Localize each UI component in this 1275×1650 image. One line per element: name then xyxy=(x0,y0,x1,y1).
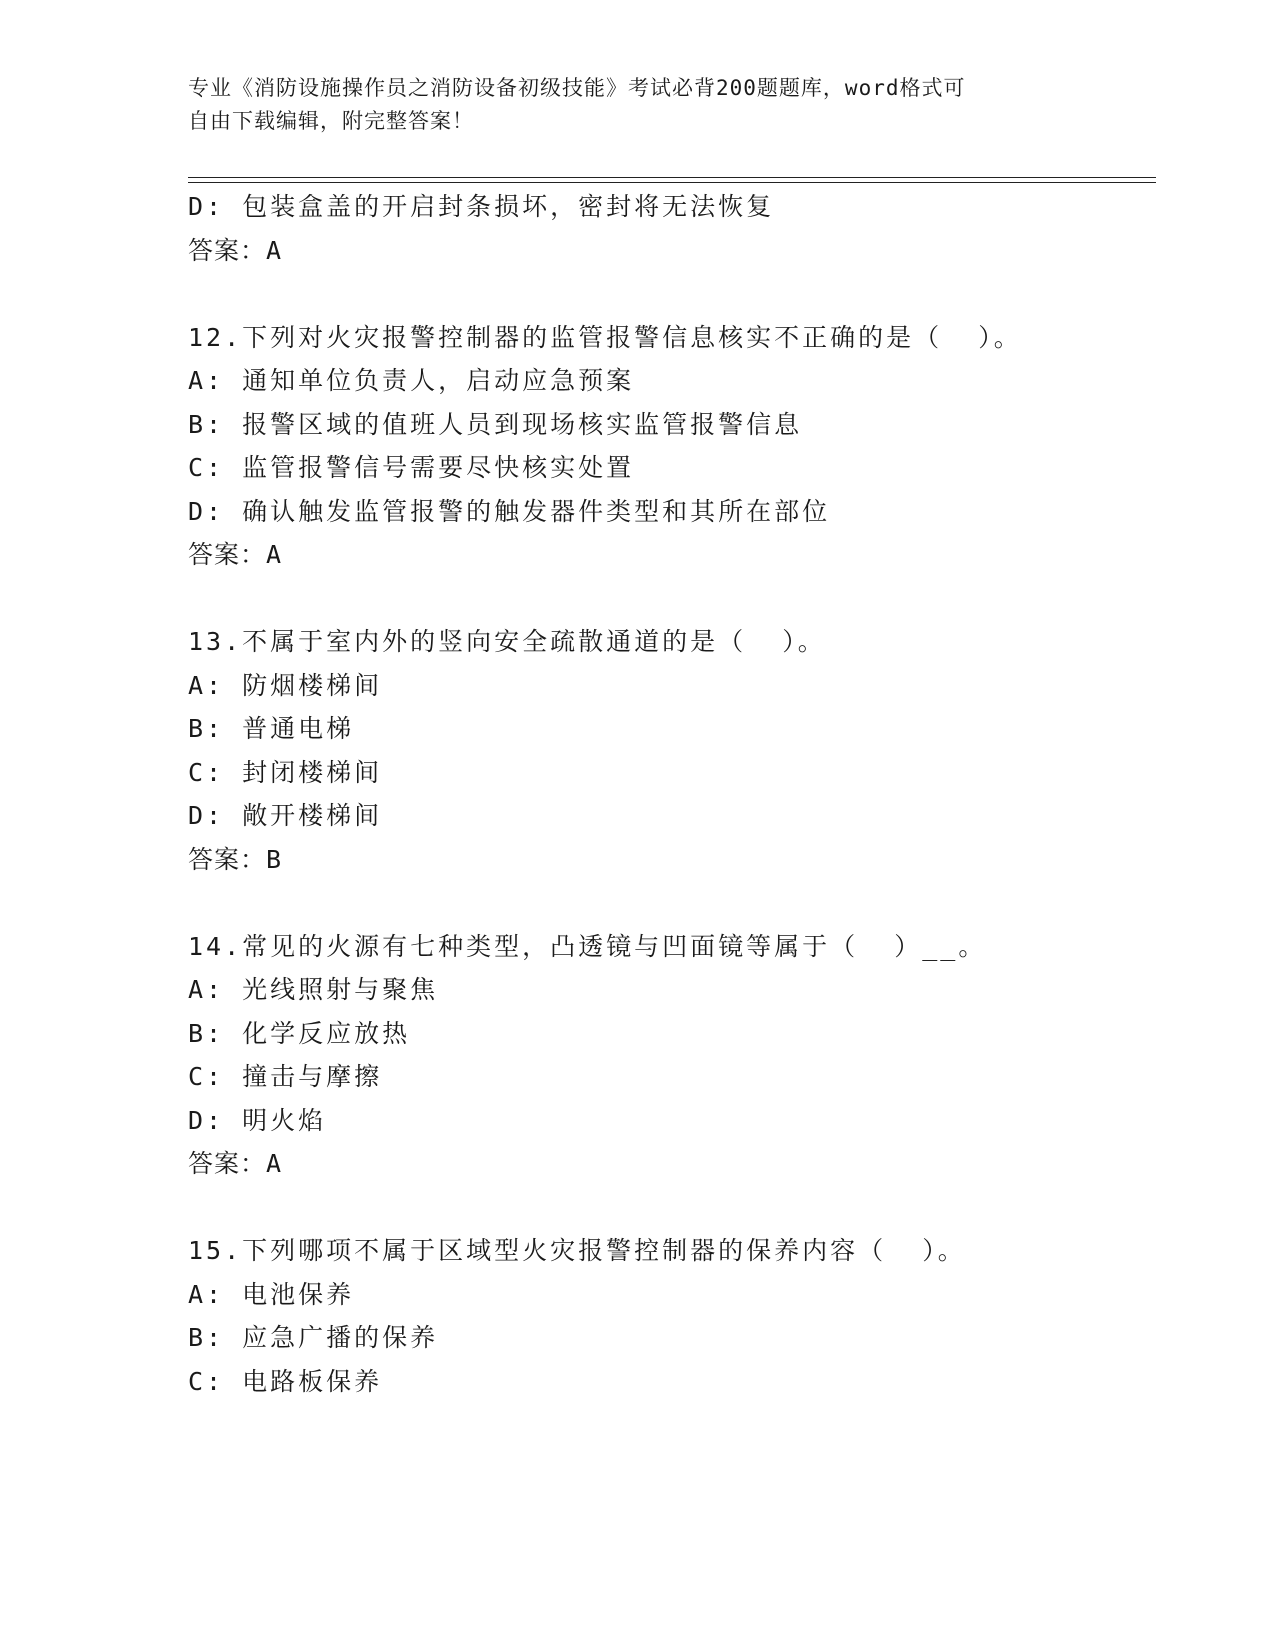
q14-option-a: A: 光线照射与聚焦 xyxy=(188,975,439,1004)
header-title-line-2: 自由下载编辑，附完整答案！ xyxy=(188,109,474,133)
q13-option-d: D: 敞开楼梯间 xyxy=(188,801,383,830)
prev-option-d: D: 包装盒盖的开启封条损坏，密封将无法恢复 xyxy=(188,192,775,221)
prev-answer: 答案：A xyxy=(188,236,283,265)
q12-option-d: D: 确认触发监管报警的触发器件类型和其所在部位 xyxy=(188,497,831,526)
q15-option-b: B: 应急广播的保养 xyxy=(188,1323,439,1352)
q14-option-b: B: 化学反应放热 xyxy=(188,1019,411,1048)
q12-option-b: B: 报警区域的值班人员到现场核实监管报警信息 xyxy=(188,410,803,439)
q15-option-c: C: 电路板保养 xyxy=(188,1367,383,1396)
q12-answer: 答案：A xyxy=(188,540,283,569)
q15-question: 15.下列哪项不属于区域型火灾报警控制器的保养内容（ ）。 xyxy=(188,1236,966,1265)
q14-question: 14.常见的火源有七种类型，凸透镜与凹面镜等属于（ ）__。 xyxy=(188,932,987,961)
q12-question: 12.下列对火灾报警控制器的监管报警信息核实不正确的是（ ）。 xyxy=(188,323,1022,352)
q12-option-c: C: 监管报警信号需要尽快核实处置 xyxy=(188,453,635,482)
q15-option-a: A: 电池保养 xyxy=(188,1280,355,1309)
q14-option-c: C: 撞击与摩擦 xyxy=(188,1062,383,1091)
q13-option-c: C: 封闭楼梯间 xyxy=(188,758,383,787)
header-divider-top xyxy=(188,177,1156,178)
header-divider-bottom xyxy=(188,182,1156,183)
q14-option-d: D: 明火焰 xyxy=(188,1106,327,1135)
q13-option-b: B: 普通电梯 xyxy=(188,714,355,743)
header-title-line-1: 专业《消防设施操作员之消防设备初级技能》考试必背200题题库，word格式可 xyxy=(188,76,966,100)
q13-answer: 答案：B xyxy=(188,845,283,874)
q14-answer: 答案：A xyxy=(188,1149,283,1178)
q12-option-a: A: 通知单位负责人，启动应急预案 xyxy=(188,366,635,395)
document-header xyxy=(188,72,1088,138)
q13-question: 13.不属于室内外的竖向安全疏散通道的是（ ）。 xyxy=(188,627,826,656)
q13-option-a: A: 防烟楼梯间 xyxy=(188,671,383,700)
